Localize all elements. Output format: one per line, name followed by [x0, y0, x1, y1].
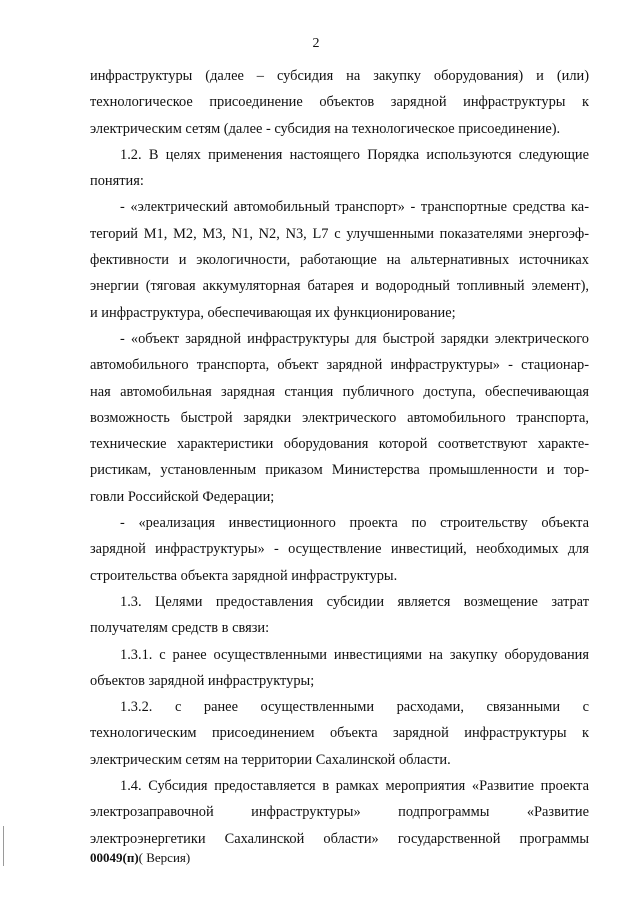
text-line: технологическое присоединение объектов зарядной инфраструктуры к — [90, 94, 589, 111]
text-line: технические характеристики оборудования которой соответствуют характе- — [90, 436, 589, 453]
text-line: получателям средств в связи: — [90, 620, 270, 637]
text-line: 1.3.1. с ранее осуществленными инвестициями на закупку оборудования — [120, 646, 589, 663]
text-line: тегорий M1, M2, M3, N1, N2, N3, L7 с улучшенными показателями энергоэф- — [90, 225, 589, 242]
paragraph — [90, 510, 589, 589]
paragraph — [90, 589, 589, 642]
text-line: 1.2. В целях применения настоящего Порядка используются следующие — [120, 146, 589, 163]
text-line: 1.3. Целями предоставления субсидии является возмещение затрат — [120, 593, 589, 610]
text-line: зарядной инфраструктуры» - осуществление инвестиций, необходимых для — [90, 541, 589, 558]
paragraph — [90, 63, 589, 142]
document-code: 00049(п) — [90, 850, 139, 865]
paragraph — [90, 773, 589, 852]
scan-edge-mark — [3, 826, 4, 866]
text-line: 1.4. Субсидия предоставляется в рамках мероприятия «Развитие проекта — [120, 778, 589, 795]
text-line: - «электрический автомобильный транспорт» - транспортные средства ка- — [120, 199, 589, 216]
text-line: инфраструктуры (далее – субсидия на закупку оборудования) и (или) — [90, 68, 589, 84]
text-line: возможность быстрой зарядки электрического автомобильного транспорта, — [90, 409, 589, 426]
text-line: электроэнергетики Сахалинской области» государственной программы — [90, 830, 589, 847]
paragraph — [90, 194, 589, 325]
paragraph — [90, 642, 589, 695]
document-body — [90, 63, 589, 852]
version-label: ( Версия) — [138, 850, 191, 865]
text-line: энергии (тяговая аккумуляторная батарея и водородный топливный элемент), — [90, 278, 589, 295]
text-line: понятия: — [90, 173, 144, 190]
page-number: 2 — [312, 36, 320, 51]
text-line: и инфраструктура, обеспечивающая их функционирование; — [90, 304, 456, 321]
text-line: говли Российской Федерации; — [90, 488, 275, 505]
paragraph — [90, 326, 589, 510]
text-line: фективности и экологичности, работающие на альтернативных источниках — [90, 252, 589, 269]
paragraph — [90, 694, 589, 773]
text-line: 1.3.2. с ранее осуществленными расходами, связанными с — [120, 699, 589, 716]
text-line: - «реализация инвестиционного проекта по строительству объекта — [120, 515, 589, 532]
text-line: ристикам, установленным приказом Министерства промышленности и тор- — [90, 462, 589, 479]
text-line: электрическим сетям (далее - субсидия на технологическое присоединение). — [90, 120, 561, 137]
text-line: строительства объекта зарядной инфраструктуры. — [90, 567, 398, 584]
text-line: автомобильного транспорта, объект зарядной инфраструктуры» - стационар- — [90, 357, 589, 374]
text-line: электрозаправочной инфраструктуры» подпрограммы «Развитие — [90, 804, 589, 821]
text-line: объектов зарядной инфраструктуры; — [90, 672, 315, 689]
text-line: электрическим сетям на территории Сахалинской области. — [90, 751, 451, 768]
text-line: технологическим присоединением объекта зарядной инфраструктуры к — [90, 725, 589, 742]
document-footer — [90, 850, 190, 866]
text-line: ная автомобильная зарядная станция публичного доступа, обеспечивающая — [90, 383, 589, 400]
text-line: - «объект зарядной инфраструктуры для быстрой зарядки электрического — [120, 330, 589, 347]
paragraph — [90, 142, 589, 195]
